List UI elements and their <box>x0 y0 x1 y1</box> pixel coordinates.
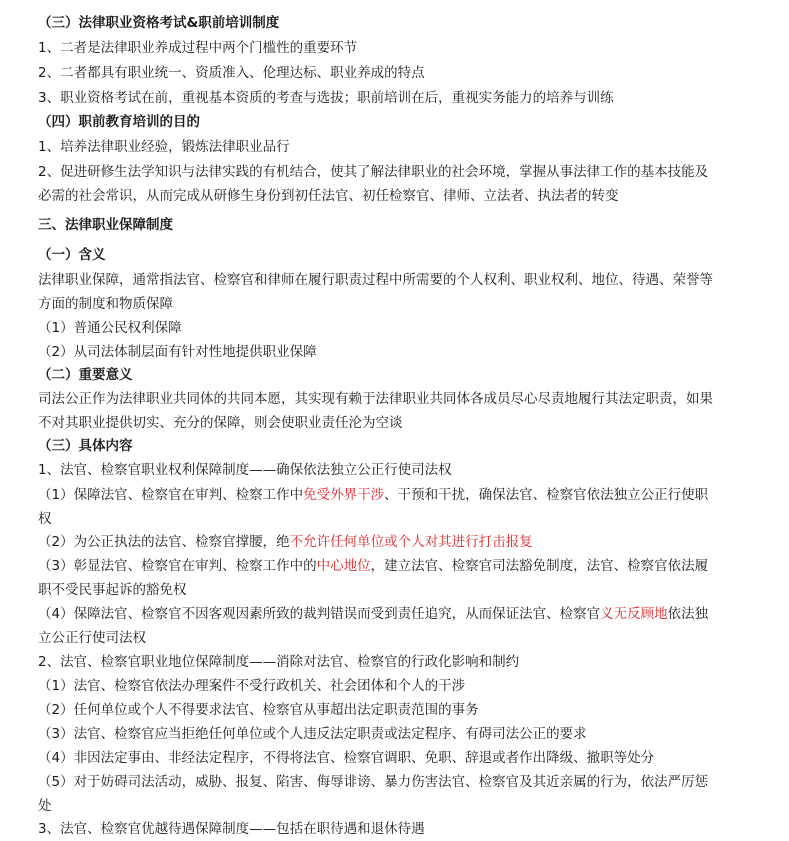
list-item <box>38 530 533 554</box>
text-segment: ，建立法官、检察官司法豁免制度，法官、检察官依法履 <box>370 558 709 574</box>
highlight-text: 中心地位 <box>316 558 371 574</box>
list-item <box>38 483 708 507</box>
list-item: 2、二者都具有职业统一、资质准入、伦理达标、职业养成的特点 <box>38 65 425 81</box>
paragraph-continued: 方面的制度和物质保障 <box>38 296 173 312</box>
part-heading: 三、法律职业保障制度 <box>38 217 173 233</box>
list-item: 3、法官、检察官优越待遇保障制度——包括在职待遇和退休待遇 <box>38 821 425 837</box>
text-segment: （4）保障法官、检察官不因客观因素所致的裁判错误而受到责任追究，从而保证法官、检察官 <box>38 606 601 622</box>
list-item <box>38 602 708 626</box>
highlight-text: 义无反顾地 <box>600 606 668 622</box>
list-item: 1、二者是法律职业养成过程中两个门槛性的重要环节 <box>38 40 358 56</box>
section-heading: （四）职前教育培训的目的 <box>38 114 200 130</box>
list-item-continued: 必需的社会常识，从而完成从研修生身份到初任法官、初任检察官、律师、立法者、执法者的转变 <box>38 188 619 204</box>
list-item: （4）非因法定事由、非经法定程序，不得将法官、检察官调职、免职、辞退或者作出降级、撤职等处分 <box>38 750 655 766</box>
list-item-continued: 权 <box>38 511 52 527</box>
text-segment: （1）保障法官、检察官在审判、检察工作中 <box>38 487 304 503</box>
list-item-continued: 立公正行使司法权 <box>38 630 146 646</box>
section-heading: （三）具体内容 <box>38 438 133 454</box>
list-item: 1、培养法律职业经验，锻炼法律职业品行 <box>38 139 290 155</box>
list-item: （5）对于妨碍司法活动，威胁、报复、陷害、侮辱诽谤、暴力伤害法官、检察官及其近亲属的行为，依法严厉惩 <box>38 774 709 790</box>
list-item: （3）法官、检察官应当拒绝任何单位或个人违反法定职责或法定程序、有碍司法公正的要求 <box>38 726 587 742</box>
highlight-text: 不允许任何单位或个人对其进行打击报复 <box>289 534 533 550</box>
list-item: 1、法官、检察官职业权利保障制度——确保依法独立公正行使司法权 <box>38 462 452 478</box>
list-item-continued: 职不受民事起诉的豁免权 <box>38 582 187 598</box>
list-item <box>38 554 708 578</box>
list-item: （1）普通公民权利保障 <box>38 320 182 336</box>
text-segment: （3）彰显法官、检察官在审判、检察工作中的 <box>38 558 317 574</box>
list-item: 2、法官、检察官职业地位保障制度——消除对法官、检察官的行政化影响和制约 <box>38 654 520 670</box>
section-heading: （一）含义 <box>38 247 106 263</box>
paragraph: 法律职业保障，通常指法官、检察官和律师在履行职责过程中所需要的个人权利、职业权利、地位、待遇、荣誉等 <box>38 272 713 288</box>
paragraph: 司法公正作为法律职业共同体的共同本愿，其实现有赖于法律职业共同体各成员尽心尽责地履行其法定职责，如果 <box>38 391 713 407</box>
text-segment: 、干预和干扰，确保法官、检察官依法独立公正行使职 <box>384 487 709 503</box>
paragraph-continued: 不对其职业提供切实、充分的保障，则会使职业责任沦为空谈 <box>38 415 403 431</box>
list-item: （2）任何单位或个人不得要求法官、检察官从事超出法定职责范围的事务 <box>38 702 479 718</box>
text-segment: 依法独 <box>667 606 709 622</box>
list-item: （1）法官、检察官依法办理案件不受行政机关、社会团体和个人的干涉 <box>38 678 466 694</box>
section-heading: （三）法律职业资格考试&职前培训制度 <box>38 15 280 31</box>
highlight-text: 免受外界干涉 <box>303 487 385 503</box>
list-item: （2）从司法体制层面有针对性地提供职业保障 <box>38 344 317 360</box>
list-item: 2、促进研修生法学知识与法律实践的有机结合，使其了解法律职业的社会环境，掌握从事法律工作的基本技能及 <box>38 164 709 180</box>
list-item: 3、职业资格考试在前，重视基本资质的考查与选拔；职前培训在后，重视实务能力的培养与训练 <box>38 90 614 106</box>
section-heading: （二）重要意义 <box>38 367 133 383</box>
text-segment: （2）为公正执法的法官、检察官撑腰，绝 <box>38 534 290 550</box>
list-item-continued: 处 <box>38 798 52 814</box>
